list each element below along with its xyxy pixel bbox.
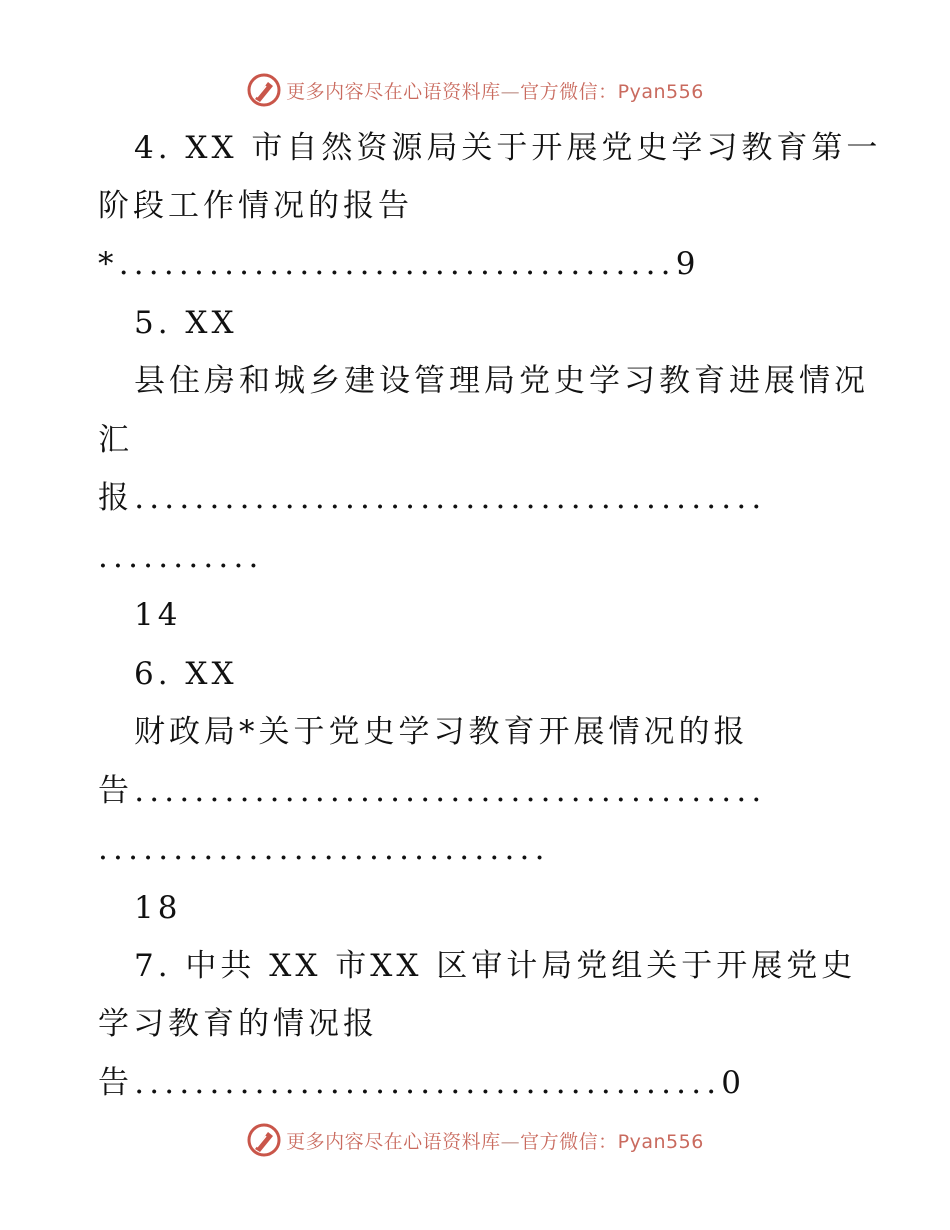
watermark-text: 更多内容尽在心语资料库—官方微信：Pyan556: [286, 1130, 704, 1153]
toc-entry-4-leader: *.....................................9: [98, 246, 701, 282]
toc-entry-5-leader-cont: ...........: [98, 539, 264, 575]
toc-entry-5-leader: 报..........................................: [98, 480, 767, 516]
toc-entry-7-line1: 7. 中共 XX 市XX 区审计局党组关于开展党史: [134, 948, 857, 984]
watermark-text: 更多内容尽在心语资料库—官方微信：Pyan556: [286, 80, 704, 103]
toc-entry-7-leader: 告.......................................0: [98, 1065, 747, 1101]
toc-entry-6-number: 6. XX: [134, 656, 238, 692]
toc-entry-5-line1: 县住房和城乡建设管理局党史学习教育进展情况: [134, 363, 869, 399]
toc-entry-7-line2: 学习教育的情况报: [98, 1006, 378, 1042]
pen-logo-icon: [246, 72, 282, 108]
toc-entry-4-line1: 4. XX 市自然资源局关于开展党史学习教育第一: [134, 130, 882, 166]
toc-entry-6-leader: 告..........................................: [98, 773, 767, 809]
watermark-footer: [0, 1120, 950, 1160]
toc-entry-5-page: 14: [134, 597, 182, 633]
toc-entry-6-page: 18: [134, 890, 182, 926]
toc-entry-6-line1: 财政局*关于党史学习教育开展情况的报: [134, 714, 749, 750]
pen-logo-icon: [246, 1122, 282, 1158]
watermark-header: [0, 70, 950, 110]
toc-entry-4-line2: 阶段工作情况的报告: [98, 188, 413, 224]
toc-entry-6-leader-cont: ..............................: [98, 831, 550, 867]
toc-entry-5-line2: 汇: [98, 422, 133, 458]
toc-entry-5-number: 5. XX: [134, 305, 238, 341]
